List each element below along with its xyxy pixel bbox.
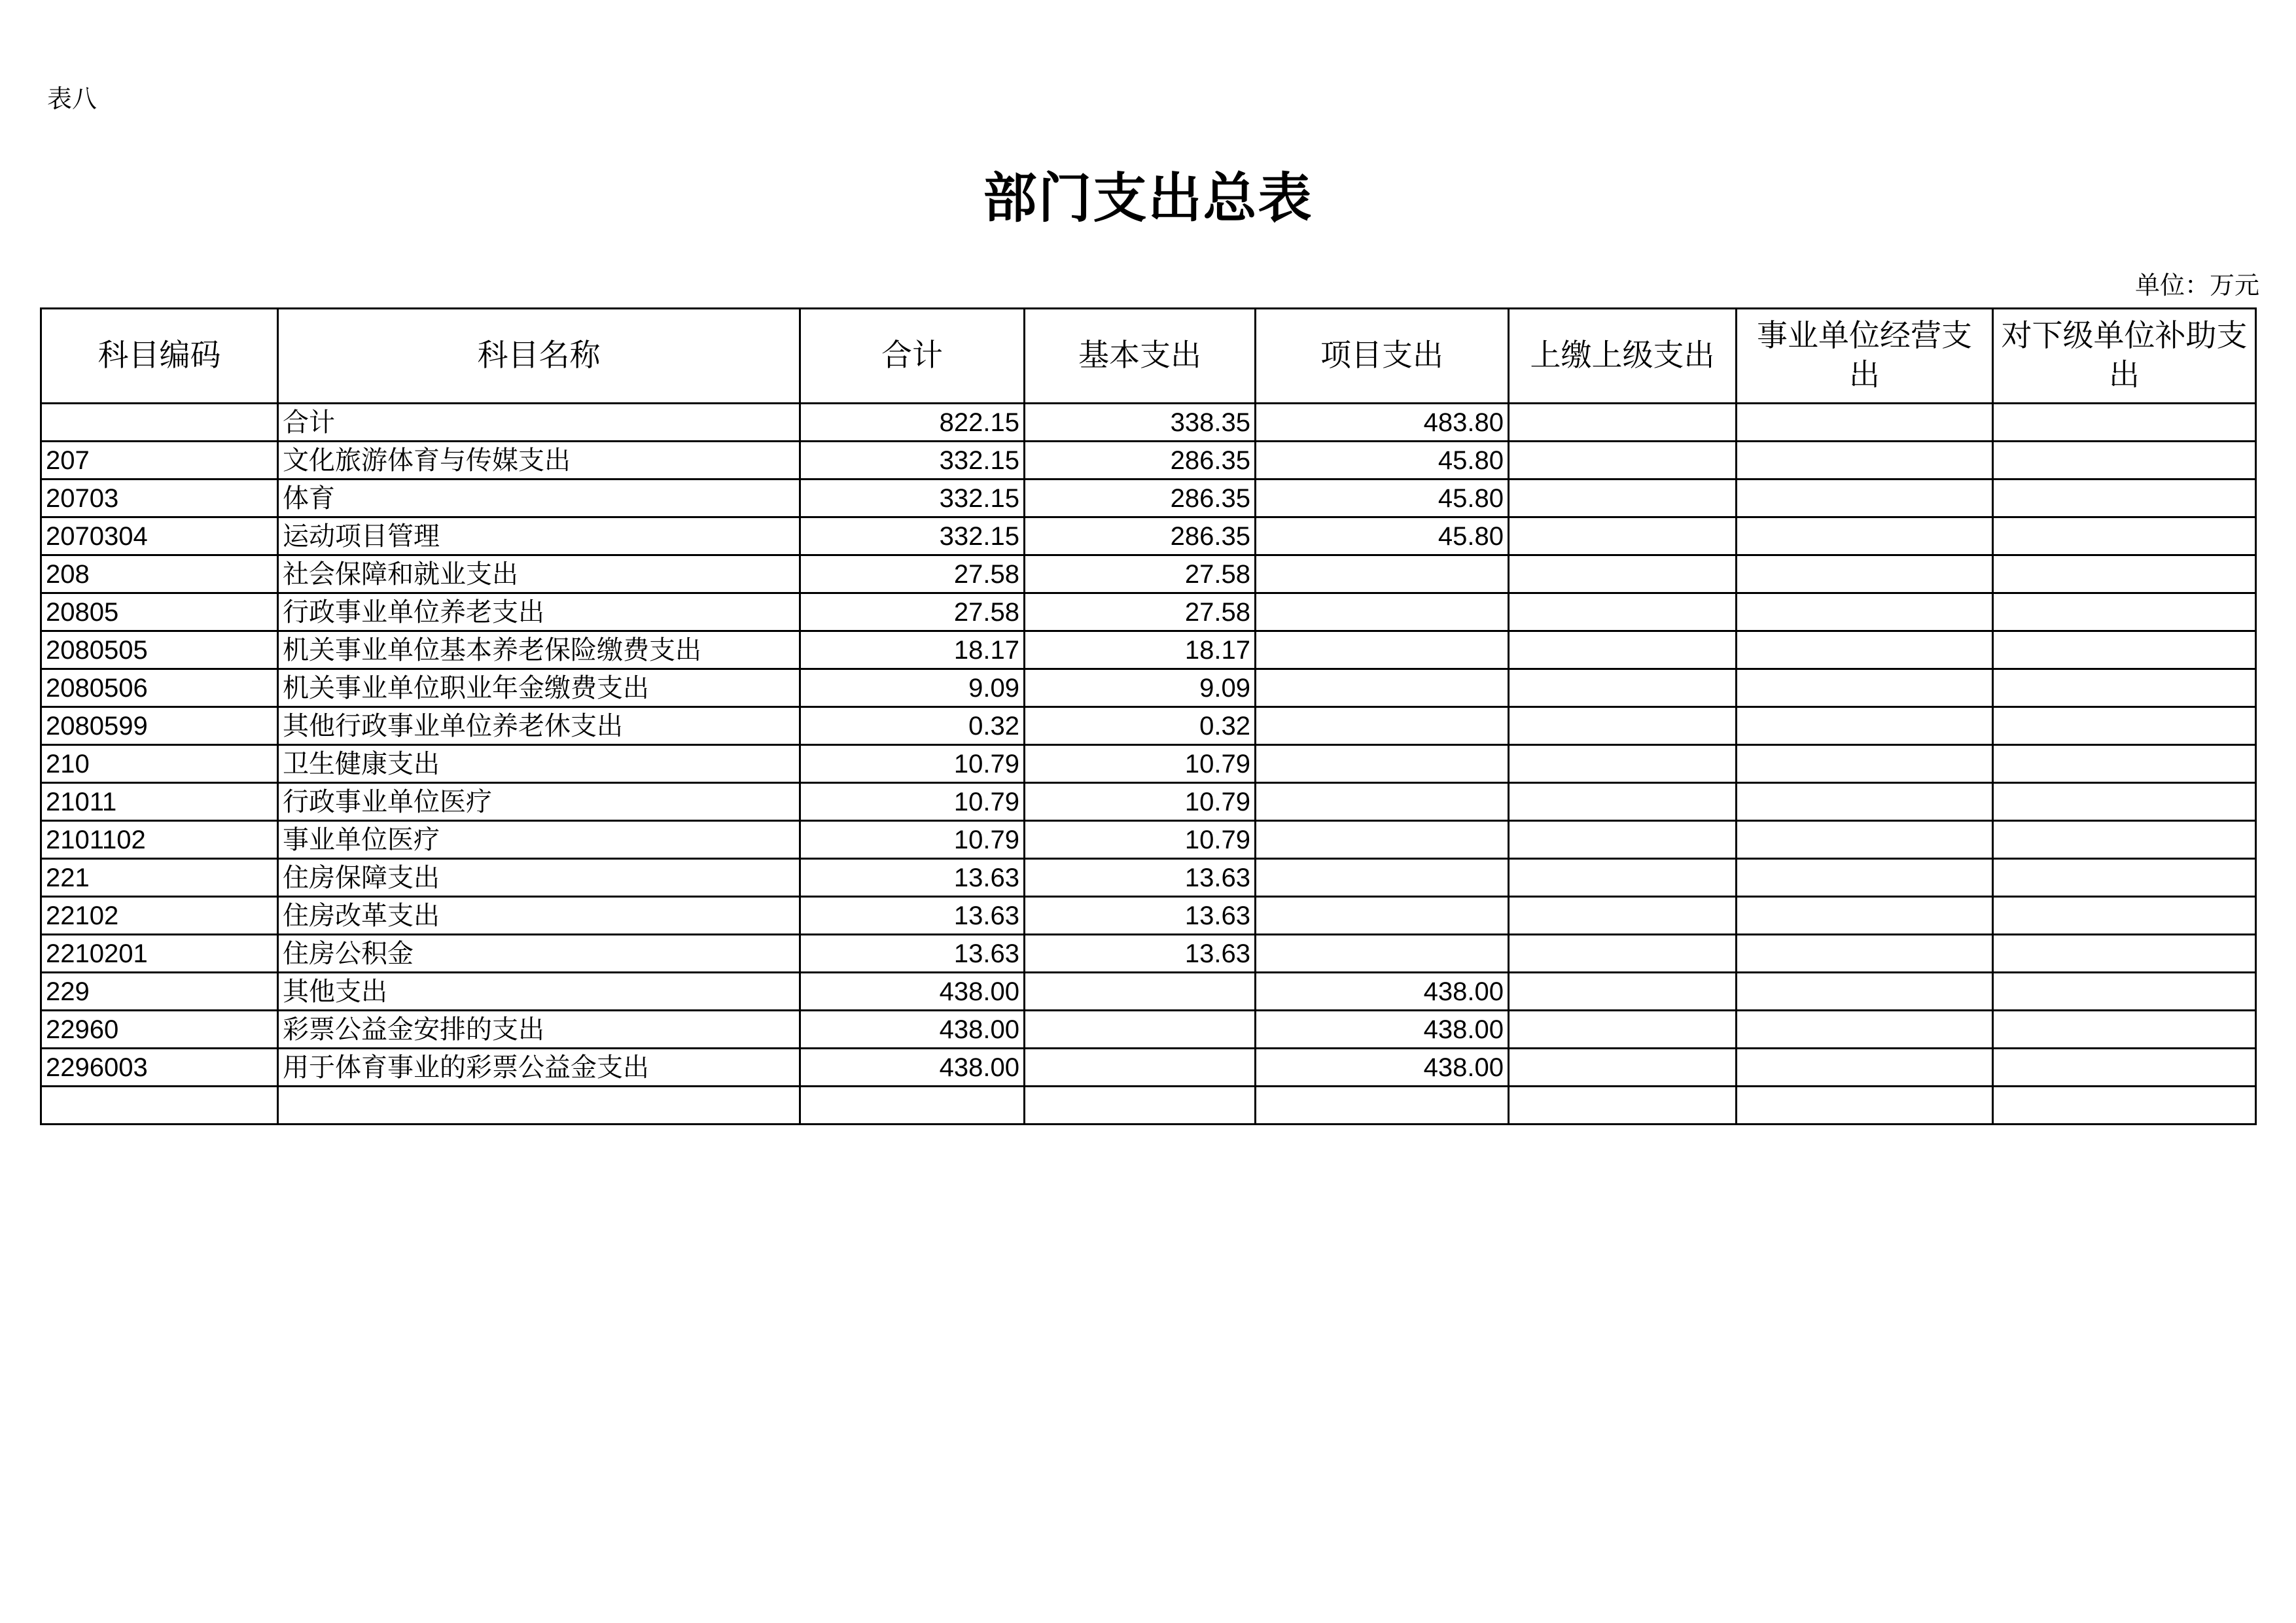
- cell-business: [1737, 631, 1993, 669]
- cell-basic: 0.32: [1025, 707, 1256, 745]
- cell-code: 20703: [41, 480, 278, 517]
- cell-upper: [1509, 669, 1737, 707]
- cell-total: 0.32: [800, 707, 1025, 745]
- cell-upper: [1509, 935, 1737, 973]
- cell-business: [1737, 707, 1993, 745]
- table-row: [41, 480, 2256, 517]
- cell-code: 2210201: [41, 935, 278, 973]
- cell-total: 9.09: [800, 669, 1025, 707]
- cell-business: [1737, 973, 1993, 1011]
- table-row: [41, 821, 2256, 859]
- cell-name: 机关事业单位职业年金缴费支出: [278, 669, 800, 707]
- header-name: 科目名称: [278, 309, 800, 404]
- cell-total: 438.00: [800, 973, 1025, 1011]
- table-row: [41, 745, 2256, 783]
- cell-upper: [1509, 707, 1737, 745]
- table-row: [41, 1049, 2256, 1087]
- cell-basic: 10.79: [1025, 783, 1256, 821]
- cell-name: 行政事业单位医疗: [278, 783, 800, 821]
- table-row: [41, 555, 2256, 593]
- cell-business: [1737, 555, 1993, 593]
- cell-upper: [1509, 897, 1737, 935]
- table-row: [41, 1087, 2256, 1125]
- cell-upper: [1509, 442, 1737, 480]
- cell-upper: [1509, 593, 1737, 631]
- table-body: [41, 404, 2256, 1125]
- cell-upper: [1509, 821, 1737, 859]
- cell-project: 45.80: [1256, 480, 1509, 517]
- cell-name: 彩票公益金安排的支出: [278, 1011, 800, 1049]
- cell-project: 438.00: [1256, 1011, 1509, 1049]
- page-title: 部门支出总表: [983, 167, 1313, 230]
- cell-total: 10.79: [800, 745, 1025, 783]
- cell-name: [278, 1087, 800, 1125]
- cell-name: 体育: [278, 480, 800, 517]
- cell-total: 332.15: [800, 480, 1025, 517]
- table-row: [41, 593, 2256, 631]
- cell-basic: 13.63: [1025, 935, 1256, 973]
- cell-basic: 338.35: [1025, 404, 1256, 442]
- cell-subsidy: [1993, 517, 2256, 555]
- cell-business: [1737, 593, 1993, 631]
- cell-total: 27.58: [800, 555, 1025, 593]
- cell-code: [41, 1087, 278, 1125]
- cell-code: 2080505: [41, 631, 278, 669]
- cell-business: [1737, 1049, 1993, 1087]
- cell-name: 机关事业单位基本养老保险缴费支出: [278, 631, 800, 669]
- cell-project: 438.00: [1256, 973, 1509, 1011]
- table-row: [41, 897, 2256, 935]
- cell-total: 10.79: [800, 821, 1025, 859]
- table-row: [41, 631, 2256, 669]
- cell-code: 22102: [41, 897, 278, 935]
- cell-subsidy: [1993, 973, 2256, 1011]
- cell-project: [1256, 593, 1509, 631]
- cell-code: 207: [41, 442, 278, 480]
- header-code: 科目编码: [41, 309, 278, 404]
- cell-project: 483.80: [1256, 404, 1509, 442]
- cell-project: [1256, 935, 1509, 973]
- cell-subsidy: [1993, 480, 2256, 517]
- header-upper: 上缴上级支出: [1509, 309, 1737, 404]
- cell-name: 用于体育事业的彩票公益金支出: [278, 1049, 800, 1087]
- cell-name: 住房保障支出: [278, 859, 800, 897]
- cell-code: 229: [41, 973, 278, 1011]
- header-subsidy: 对下级单位补助支出: [1993, 309, 2256, 404]
- cell-total: 13.63: [800, 935, 1025, 973]
- cell-code: 221: [41, 859, 278, 897]
- cell-subsidy: [1993, 555, 2256, 593]
- cell-name: 合计: [278, 404, 800, 442]
- cell-name: 社会保障和就业支出: [278, 555, 800, 593]
- cell-name: 运动项目管理: [278, 517, 800, 555]
- table-row: [41, 442, 2256, 480]
- cell-code: 208: [41, 555, 278, 593]
- table-row: [41, 517, 2256, 555]
- cell-business: [1737, 859, 1993, 897]
- cell-project: [1256, 1087, 1509, 1125]
- cell-upper: [1509, 404, 1737, 442]
- cell-upper: [1509, 745, 1737, 783]
- cell-business: [1737, 935, 1993, 973]
- cell-basic: 27.58: [1025, 555, 1256, 593]
- header-total: 合计: [800, 309, 1025, 404]
- cell-basic: [1025, 1049, 1256, 1087]
- cell-subsidy: [1993, 859, 2256, 897]
- cell-code: 2070304: [41, 517, 278, 555]
- table-row: [41, 707, 2256, 745]
- cell-business: [1737, 404, 1993, 442]
- cell-total: [800, 1087, 1025, 1125]
- cell-upper: [1509, 859, 1737, 897]
- cell-subsidy: [1993, 1049, 2256, 1087]
- cell-business: [1737, 745, 1993, 783]
- cell-project: 438.00: [1256, 1049, 1509, 1087]
- cell-subsidy: [1993, 669, 2256, 707]
- cell-business: [1737, 442, 1993, 480]
- cell-code: 22960: [41, 1011, 278, 1049]
- cell-project: [1256, 783, 1509, 821]
- cell-business: [1737, 480, 1993, 517]
- cell-total: 10.79: [800, 783, 1025, 821]
- cell-project: [1256, 897, 1509, 935]
- cell-total: 822.15: [800, 404, 1025, 442]
- table-header-row: [41, 309, 2256, 404]
- cell-basic: 13.63: [1025, 859, 1256, 897]
- header-basic: 基本支出: [1025, 309, 1256, 404]
- table-row: [41, 783, 2256, 821]
- cell-code: 21011: [41, 783, 278, 821]
- cell-subsidy: [1993, 707, 2256, 745]
- cell-name: 事业单位医疗: [278, 821, 800, 859]
- cell-basic: 286.35: [1025, 442, 1256, 480]
- cell-upper: [1509, 1049, 1737, 1087]
- cell-upper: [1509, 1011, 1737, 1049]
- cell-basic: [1025, 973, 1256, 1011]
- cell-project: 45.80: [1256, 517, 1509, 555]
- cell-basic: 9.09: [1025, 669, 1256, 707]
- cell-project: [1256, 669, 1509, 707]
- cell-name: 文化旅游体育与传媒支出: [278, 442, 800, 480]
- cell-upper: [1509, 783, 1737, 821]
- cell-basic: [1025, 1011, 1256, 1049]
- cell-upper: [1509, 517, 1737, 555]
- cell-total: 27.58: [800, 593, 1025, 631]
- cell-upper: [1509, 480, 1737, 517]
- header-business: 事业单位经营支出: [1737, 309, 1993, 404]
- cell-subsidy: [1993, 821, 2256, 859]
- cell-total: 332.15: [800, 517, 1025, 555]
- cell-code: 210: [41, 745, 278, 783]
- cell-basic: 27.58: [1025, 593, 1256, 631]
- cell-subsidy: [1993, 935, 2256, 973]
- expense-table: [40, 307, 2257, 1125]
- cell-upper: [1509, 1087, 1737, 1125]
- cell-code: 2101102: [41, 821, 278, 859]
- cell-basic: [1025, 1087, 1256, 1125]
- table-number-label: 表八: [47, 84, 97, 113]
- cell-total: 438.00: [800, 1011, 1025, 1049]
- table-row: [41, 935, 2256, 973]
- cell-basic: 286.35: [1025, 480, 1256, 517]
- cell-business: [1737, 1087, 1993, 1125]
- cell-subsidy: [1993, 442, 2256, 480]
- cell-business: [1737, 669, 1993, 707]
- cell-subsidy: [1993, 593, 2256, 631]
- cell-basic: 18.17: [1025, 631, 1256, 669]
- cell-upper: [1509, 973, 1737, 1011]
- cell-subsidy: [1993, 745, 2256, 783]
- cell-business: [1737, 783, 1993, 821]
- cell-name: 其他行政事业单位养老休支出: [278, 707, 800, 745]
- cell-subsidy: [1993, 783, 2256, 821]
- cell-business: [1737, 821, 1993, 859]
- cell-code: 2080506: [41, 669, 278, 707]
- cell-project: [1256, 821, 1509, 859]
- cell-subsidy: [1993, 897, 2256, 935]
- cell-upper: [1509, 631, 1737, 669]
- cell-name: 行政事业单位养老支出: [278, 593, 800, 631]
- cell-basic: 10.79: [1025, 821, 1256, 859]
- cell-subsidy: [1993, 631, 2256, 669]
- cell-code: 2296003: [41, 1049, 278, 1087]
- cell-business: [1737, 1011, 1993, 1049]
- table-row: [41, 973, 2256, 1011]
- table-row: [41, 669, 2256, 707]
- cell-project: [1256, 555, 1509, 593]
- table-row: [41, 1011, 2256, 1049]
- table-row: [41, 859, 2256, 897]
- cell-code: 2080599: [41, 707, 278, 745]
- cell-total: 332.15: [800, 442, 1025, 480]
- cell-name: 住房改革支出: [278, 897, 800, 935]
- cell-subsidy: [1993, 404, 2256, 442]
- cell-code: 20805: [41, 593, 278, 631]
- cell-business: [1737, 897, 1993, 935]
- cell-basic: 13.63: [1025, 897, 1256, 935]
- cell-project: [1256, 631, 1509, 669]
- cell-total: 13.63: [800, 897, 1025, 935]
- cell-total: 13.63: [800, 859, 1025, 897]
- cell-subsidy: [1993, 1011, 2256, 1049]
- cell-code: [41, 404, 278, 442]
- header-project: 项目支出: [1256, 309, 1509, 404]
- table-row: [41, 404, 2256, 442]
- cell-project: 45.80: [1256, 442, 1509, 480]
- unit-label: 单位：万元: [2134, 271, 2259, 300]
- cell-project: [1256, 745, 1509, 783]
- cell-upper: [1509, 555, 1737, 593]
- cell-name: 其他支出: [278, 973, 800, 1011]
- cell-project: [1256, 707, 1509, 745]
- cell-subsidy: [1993, 1087, 2256, 1125]
- cell-basic: 286.35: [1025, 517, 1256, 555]
- cell-business: [1737, 517, 1993, 555]
- cell-basic: 10.79: [1025, 745, 1256, 783]
- cell-name: 住房公积金: [278, 935, 800, 973]
- cell-total: 18.17: [800, 631, 1025, 669]
- cell-total: 438.00: [800, 1049, 1025, 1087]
- cell-project: [1256, 859, 1509, 897]
- cell-name: 卫生健康支出: [278, 745, 800, 783]
